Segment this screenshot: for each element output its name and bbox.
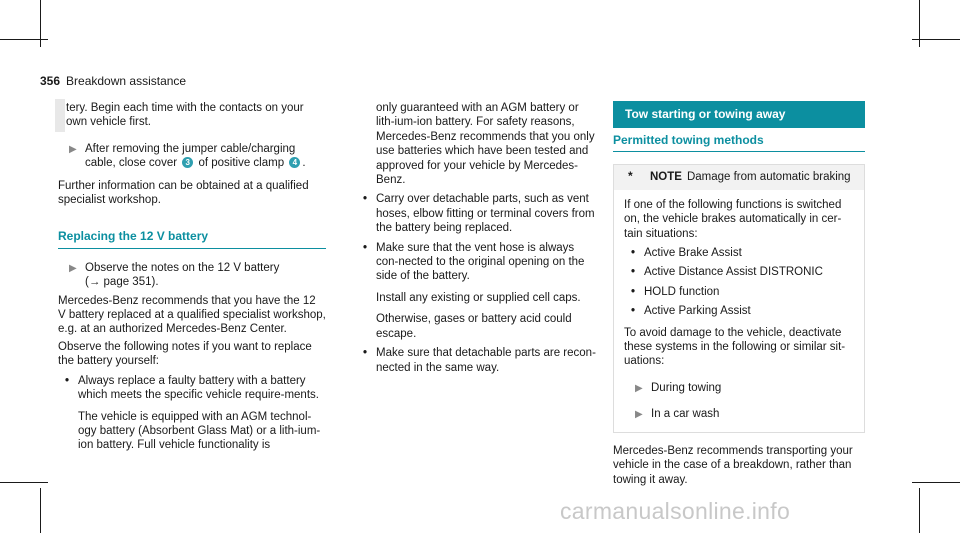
battery-notes-list	[58, 374, 326, 453]
bullet-text: Carry over detachable parts, such as vent hoses, elbow fitting or terminal covers from the battery being replaced.	[376, 193, 595, 235]
callout-4-icon: 4	[289, 157, 300, 168]
step-text-c: .	[302, 157, 306, 170]
list-item: • Active Distance Assist DISTRONIC	[624, 265, 854, 279]
bullet-subtext: The vehicle is equipped with an AGM technol-ogy battery (Absorbent Glass Mat) or a lith-ium-ion battery. Full vehicle functionality is	[78, 410, 321, 452]
note-title: Damage from automatic braking	[686, 171, 851, 184]
avoid-damage-text: To avoid damage to the vehicle, deactivate these systems in the following or similar sit-uations:	[624, 326, 846, 368]
subtitle-towing-methods: Permitted towing methods	[613, 133, 865, 152]
crop-mark-bottom-left-h	[0, 482, 48, 483]
step-close-cover	[58, 142, 326, 171]
crop-mark-bottom-right-h	[912, 482, 960, 483]
transport-recommend-text: Mercedes-Benz recommends transporting your vehicle in the case of a breakdown, rather than towing it away.	[613, 444, 853, 486]
watermark: carmanualsonline.info	[560, 498, 791, 524]
note-header	[614, 165, 864, 189]
crop-mark-bottom-left-v	[40, 488, 41, 533]
bullet-text: Make sure that the vent hose is always con-nected to the original opening on the side of the battery.	[376, 241, 585, 283]
note-box	[613, 164, 865, 432]
step-text-b: of positive clamp	[198, 157, 285, 170]
step-arrow-icon: ▶	[635, 409, 643, 421]
column-left	[58, 101, 326, 453]
list-item: • Active Brake Assist	[624, 246, 854, 260]
continued-text: only guaranteed with an AGM battery or lith-ium-ion battery. For safety reasons, Mercedes-Benz recommends that you only use batteries which have been tested and approved for your vehicle by Mercedes-Benz.	[376, 102, 595, 187]
step-during-towing	[624, 381, 854, 395]
list-item	[356, 192, 596, 235]
step-text: During towing	[651, 381, 722, 394]
page-header	[40, 74, 186, 88]
step-text: In a car wash	[651, 408, 720, 421]
list-item: • Active Parking Assist	[624, 304, 854, 318]
observe-notes-text: Observe the following notes if you want to replace the battery yourself:	[58, 340, 312, 368]
page-reference-link[interactable]: (→ page 351).	[85, 276, 159, 289]
recommend-text: Mercedes-Benz recommends that you have the 12 V battery replaced at a qualified specialist workshop, e.g. at an authorized Mercedes-Benz Center.	[58, 294, 326, 336]
battery-notes-list-cont	[356, 192, 596, 374]
step-arrow-icon: ▶	[635, 382, 643, 394]
column-right	[613, 101, 865, 487]
functions-list	[624, 246, 854, 319]
bullet-subtext: Otherwise, gases or battery acid could escape.	[376, 313, 572, 340]
crop-mark-top-left-h	[0, 39, 48, 40]
section-title-replacing-battery: Replacing the 12 V battery	[58, 229, 326, 248]
note-label: NOTE	[650, 171, 682, 184]
callout-3-icon: 3	[182, 157, 193, 168]
step-text-a: After removing the jumper cable/charging cable, close cover	[85, 142, 296, 170]
note-text: If one of the following functions is switched on, the vehicle brakes automatically in cer-tain situations:	[624, 198, 842, 240]
list-item	[356, 346, 596, 375]
list-item	[58, 374, 326, 453]
step-observe-line1: Observe the notes on the 12 V battery	[85, 261, 280, 274]
further-info-text: Further information can be obtained at a qualified specialist workshop.	[58, 179, 309, 207]
bullet-text: Always replace a faulty battery with a battery which meets the specific vehicle require-ments.	[78, 374, 319, 402]
list-item: • HOLD function	[624, 285, 854, 299]
column-middle	[356, 101, 596, 375]
continued-step-text: tery. Begin each time with the contacts on your own vehicle first.	[58, 101, 326, 130]
step-car-wash	[624, 407, 854, 421]
warning-asterisk-icon: *	[628, 169, 633, 184]
section-name: Breakdown assistance	[66, 74, 187, 88]
step-arrow-icon: ▶	[69, 262, 77, 274]
step-observe-notes	[58, 261, 326, 290]
crop-mark-top-right-h	[912, 39, 960, 40]
step-arrow-icon: ▶	[69, 143, 77, 155]
list-item	[356, 241, 596, 341]
bullet-text: Make sure that detachable parts are recon-nected in the same way.	[376, 347, 596, 374]
crop-mark-bottom-right-v	[919, 488, 920, 533]
section-banner-tow: Tow starting or towing away	[613, 101, 865, 128]
bullet-subtext: Install any existing or supplied cell caps.	[376, 291, 581, 304]
page-number: 356	[40, 74, 61, 88]
